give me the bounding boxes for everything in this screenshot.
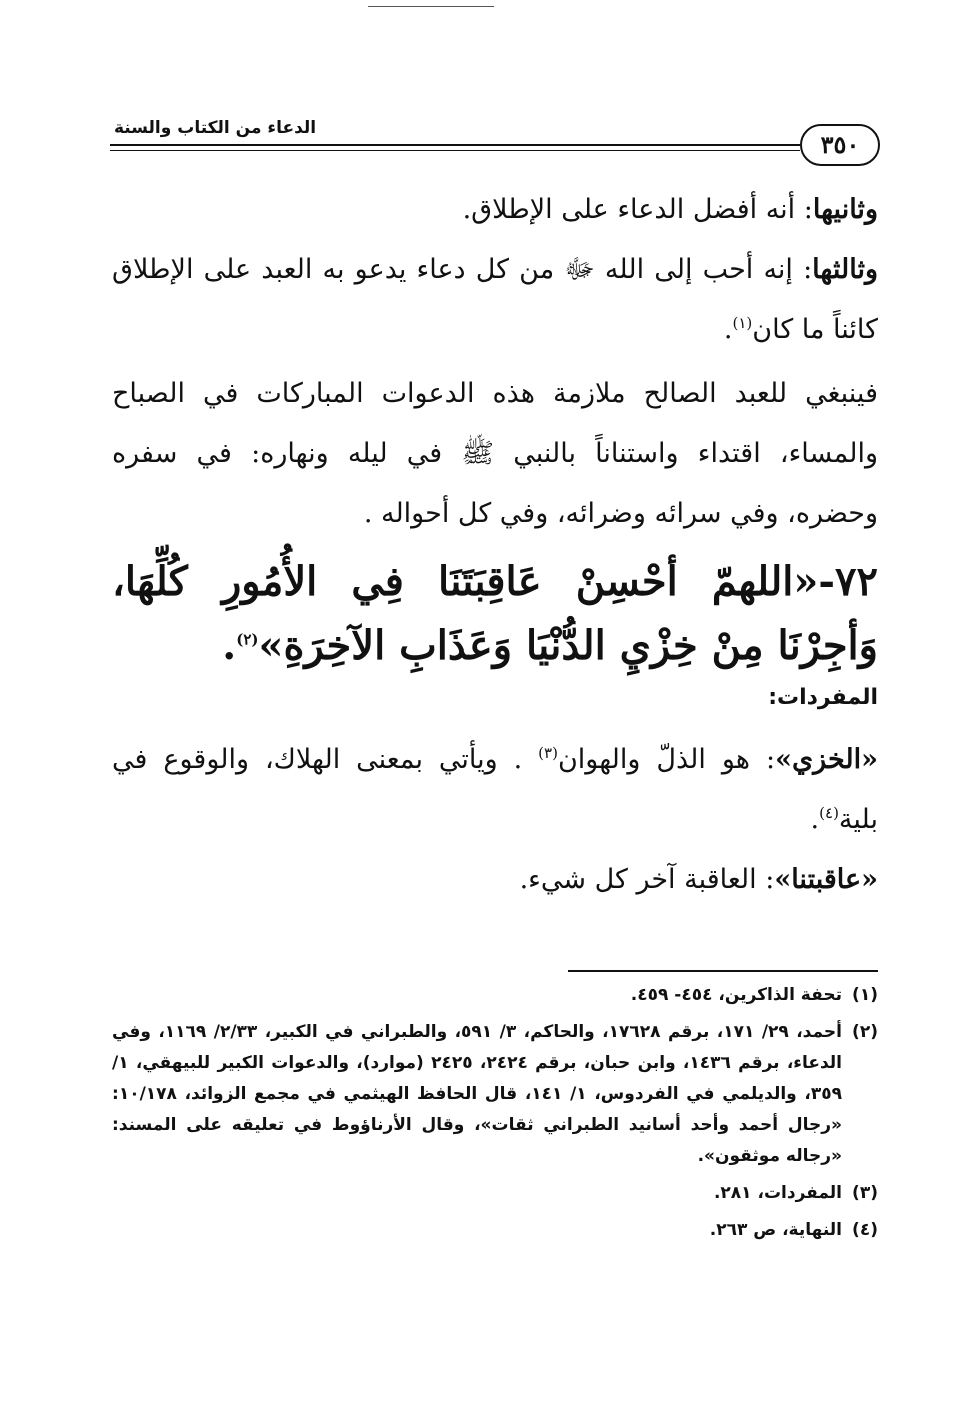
paragraph-lead: وثالثها bbox=[812, 254, 878, 285]
page-number: ٣٥٠ bbox=[800, 124, 880, 166]
main-text bbox=[112, 180, 878, 910]
definition-term: «عاقبتنا» bbox=[774, 864, 878, 895]
definition-text: . ويأتي بمعنى الهلاك، والوقوع في بلية bbox=[112, 744, 878, 835]
footnote-2 bbox=[112, 1017, 878, 1172]
footnote-ref: (٢) bbox=[236, 630, 259, 649]
paragraph-advice: فينبغي للعبد الصالح ملازمة هذه الدعوات المباركات في الصباح والمساء، اقتداء واستناناً بالنبي ﷺ في ليله ونهاره: في سفره وحضره، وفي سرائه وضرائه، وفي كل أحواله . bbox=[112, 378, 878, 529]
footnote-rule bbox=[568, 970, 878, 972]
top-edge-mark bbox=[368, 6, 494, 7]
footnote-number: (٣) bbox=[852, 1183, 878, 1203]
footnote-text: النهاية، ص ٢٦٣. bbox=[709, 1220, 842, 1240]
footnote-4 bbox=[112, 1215, 878, 1246]
paragraph-second-merit bbox=[112, 180, 878, 240]
footnotes bbox=[112, 970, 878, 1252]
paragraph-text: : إنه أحب إلى الله ﷻ من كل دعاء يدعو به العبد على الإطلاق كائناً ما كان bbox=[112, 254, 878, 345]
definition-end: . bbox=[810, 804, 820, 835]
definition-text: : العاقبة آخر كل شيء. bbox=[519, 864, 775, 895]
header-rule bbox=[110, 144, 800, 151]
hadith-text: ٧٢-«اللهمّ أحْسِنْ عَاقِبَتَنَا فِي الأُمُورِ كُلِّهَا، وَأجِرْنَا مِنْ خِزْيِ الدُّنْيَا وَعَذَابِ الآخِرَةِ» bbox=[112, 558, 878, 669]
footnote-text: المفردات، ٢٨١. bbox=[713, 1183, 842, 1203]
definition-text: : هو الذلّ والهوان bbox=[557, 744, 776, 775]
hadith-72 bbox=[112, 550, 878, 678]
hadith-end: . bbox=[222, 622, 237, 669]
footnote-3 bbox=[112, 1178, 878, 1209]
footnote-text: أحمد، ٢٩/ ١٧١، برقم ١٧٦٢٨، والحاكم، ٣/ ٥٩١، والطبراني في الكبير، ٢/٣٣/ ١١٦٩، وفي الدعاء، برقم ١٤٣٦، وابن حبان، برقم ٢٤٢٤، ٢٤٢٥ (موارد)، والدعوات الكبير للبيهقي، ١/ ٣٥٩، والديلمي في الفردوس، ١/ ١٤١، قال الحافظ الهيثمي في مجمع الزوائد، ١٠/١٧٨: «رجال أحمد وأحد أسانيد الطبراني ثقات»، وقال الأرناؤوط في تعليقه على المسند: «رجاله موثقون». bbox=[112, 1022, 842, 1166]
paragraph-third-merit bbox=[112, 240, 878, 360]
footnote-1 bbox=[112, 980, 878, 1011]
definition-aqibatuna bbox=[112, 850, 878, 910]
footnote-ref: (٣) bbox=[538, 744, 558, 762]
section-heading-vocabulary: المفردات: bbox=[768, 685, 878, 710]
footnote-ref: (٤) bbox=[819, 804, 839, 822]
paragraph-text: : أنه أفضل الدعاء على الإطلاق. bbox=[462, 194, 813, 225]
footnote-number: (٢) bbox=[852, 1022, 878, 1042]
definition-term: «الخزي» bbox=[775, 744, 878, 775]
paragraph-end: . bbox=[723, 314, 733, 345]
paragraph-lead: وثانيها bbox=[812, 194, 878, 225]
definition-khizy bbox=[112, 730, 878, 850]
running-title: الدعاء من الكتاب والسنة bbox=[114, 118, 317, 138]
footnote-ref: (١) bbox=[732, 314, 753, 332]
footnote-number: (٤) bbox=[852, 1220, 878, 1240]
footnote-text: تحفة الذاكرين، ٤٥٤- ٤٥٩. bbox=[630, 985, 842, 1005]
footnote-number: (١) bbox=[852, 985, 878, 1005]
page-header bbox=[110, 100, 880, 160]
